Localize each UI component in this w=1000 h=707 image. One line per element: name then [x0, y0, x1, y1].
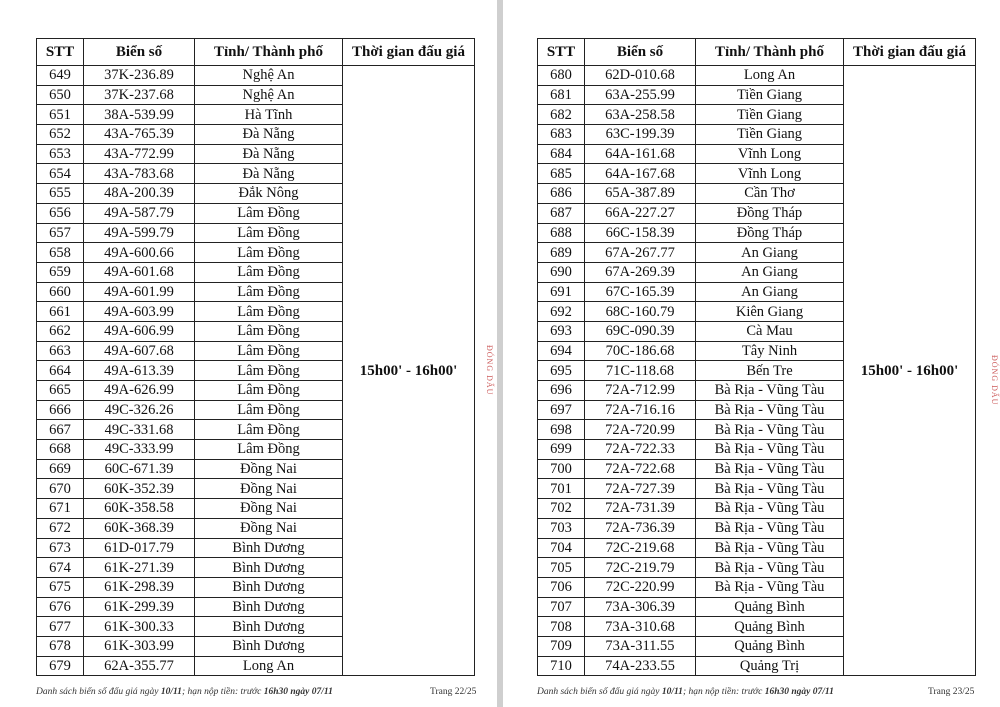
- cell-stt: 666: [37, 400, 84, 420]
- cell-province: Lâm Đồng: [195, 243, 343, 263]
- cell-plate: 73A-311.55: [585, 636, 696, 656]
- footer-date: 10/11: [160, 687, 182, 697]
- cell-province: Bà Rịa - Vũng Tàu: [696, 538, 844, 558]
- cell-province: Bà Rịa - Vũng Tàu: [696, 459, 844, 479]
- header-province: Tỉnh/ Thành phố: [195, 39, 343, 66]
- cell-stt: 687: [538, 203, 585, 223]
- cell-province: Đồng Nai: [195, 479, 343, 499]
- cell-province: Lâm Đồng: [195, 440, 343, 460]
- cell-province: Đà Nẵng: [195, 164, 343, 184]
- cell-plate: 60C-671.39: [84, 459, 195, 479]
- cell-stt: 709: [538, 636, 585, 656]
- cell-province: Quảng Bình: [696, 617, 844, 637]
- cell-stt: 678: [37, 636, 84, 656]
- cell-stt: 705: [538, 558, 585, 578]
- cell-province: Lâm Đồng: [195, 321, 343, 341]
- cell-province: Kiên Giang: [696, 302, 844, 322]
- cell-stt: 707: [538, 597, 585, 617]
- cell-plate: 64A-167.68: [585, 164, 696, 184]
- cell-stt: 661: [37, 302, 84, 322]
- cell-province: Lâm Đồng: [195, 420, 343, 440]
- cell-plate: 69C-090.39: [585, 321, 696, 341]
- cell-province: An Giang: [696, 262, 844, 282]
- cell-plate: 37K-236.89: [84, 66, 195, 86]
- cell-stt: 706: [538, 577, 585, 597]
- header-stt: STT: [538, 39, 585, 66]
- cell-stt: 680: [538, 66, 585, 86]
- cell-province: Lâm Đồng: [195, 203, 343, 223]
- cell-stt: 662: [37, 321, 84, 341]
- cell-auction-time: 15h00' - 16h00': [343, 66, 475, 676]
- cell-stt: 676: [37, 597, 84, 617]
- cell-stt: 658: [37, 243, 84, 263]
- cell-province: Bình Dương: [195, 558, 343, 578]
- cell-stt: 654: [37, 164, 84, 184]
- cell-province: Vĩnh Long: [696, 164, 844, 184]
- cell-plate: 43A-783.68: [84, 164, 195, 184]
- table-header-row: [37, 39, 475, 66]
- cell-stt: 695: [538, 361, 585, 381]
- cell-stt: 686: [538, 184, 585, 204]
- footer-prefix: Danh sách biển số đấu giá ngày: [36, 687, 159, 697]
- cell-plate: 73A-306.39: [585, 597, 696, 617]
- footer-deadline: 16h30 ngày 07/11: [764, 687, 834, 697]
- cell-plate: 37K-237.68: [84, 85, 195, 105]
- cell-province: Bà Rịa - Vũng Tàu: [696, 479, 844, 499]
- cell-province: Tây Ninh: [696, 341, 844, 361]
- cell-stt: 671: [37, 499, 84, 519]
- cell-stt: 660: [37, 282, 84, 302]
- cell-province: Đồng Nai: [195, 518, 343, 538]
- cell-province: Quảng Bình: [696, 597, 844, 617]
- footer-mid: ; hạn nộp tiền: trước: [682, 687, 763, 697]
- cell-stt: 670: [37, 479, 84, 499]
- cell-plate: 72C-220.99: [585, 577, 696, 597]
- cell-province: Bà Rịa - Vũng Tàu: [696, 420, 844, 440]
- cell-province: Lâm Đồng: [195, 381, 343, 401]
- cell-plate: 61K-300.33: [84, 617, 195, 637]
- cell-province: Cà Mau: [696, 321, 844, 341]
- cell-province: Nghệ An: [195, 66, 343, 86]
- cell-plate: 71C-118.68: [585, 361, 696, 381]
- cell-stt: 699: [538, 440, 585, 460]
- cell-plate: 63C-199.39: [585, 125, 696, 145]
- cell-stt: 674: [37, 558, 84, 578]
- cell-plate: 72A-722.68: [585, 459, 696, 479]
- cell-province: Lâm Đồng: [195, 282, 343, 302]
- cell-province: Đồng Tháp: [696, 223, 844, 243]
- cell-stt: 710: [538, 656, 585, 676]
- cell-stt: 669: [37, 459, 84, 479]
- cell-stt: 700: [538, 459, 585, 479]
- cell-stt: 685: [538, 164, 585, 184]
- cell-plate: 61D-017.79: [84, 538, 195, 558]
- cell-stt: 649: [37, 66, 84, 86]
- cell-stt: 702: [538, 499, 585, 519]
- footer-prefix: Danh sách biển số đấu giá ngày: [537, 687, 660, 697]
- cell-province: Tiền Giang: [696, 85, 844, 105]
- cell-stt: 665: [37, 381, 84, 401]
- cell-plate: 49C-333.99: [84, 440, 195, 460]
- cell-stt: 703: [538, 518, 585, 538]
- cell-province: Lâm Đồng: [195, 262, 343, 282]
- cell-plate: 63A-255.99: [585, 85, 696, 105]
- cell-province: Tiền Giang: [696, 105, 844, 125]
- cell-plate: 43A-765.39: [84, 125, 195, 145]
- table-row: [538, 66, 976, 86]
- cell-stt: 688: [538, 223, 585, 243]
- cell-plate: 62A-355.77: [84, 656, 195, 676]
- cell-stt: 663: [37, 341, 84, 361]
- cell-province: Bà Rịa - Vũng Tàu: [696, 518, 844, 538]
- table-header-row: [538, 39, 976, 66]
- cell-plate: 72A-720.99: [585, 420, 696, 440]
- cell-province: Quảng Bình: [696, 636, 844, 656]
- footer-mid: ; hạn nộp tiền: trước: [181, 687, 262, 697]
- cell-plate: 49A-613.39: [84, 361, 195, 381]
- cell-stt: 655: [37, 184, 84, 204]
- document-page-left: [0, 0, 497, 707]
- cell-province: Bà Rịa - Vũng Tàu: [696, 577, 844, 597]
- table-row: [37, 66, 475, 86]
- cell-stt: 664: [37, 361, 84, 381]
- footer-deadline: 16h30 ngày 07/11: [263, 687, 333, 697]
- cell-plate: 74A-233.55: [585, 656, 696, 676]
- cell-plate: 49C-326.26: [84, 400, 195, 420]
- cell-plate: 72A-731.39: [585, 499, 696, 519]
- cell-plate: 61K-299.39: [84, 597, 195, 617]
- cell-province: Lâm Đồng: [195, 361, 343, 381]
- footer-date: 10/11: [661, 687, 683, 697]
- cell-plate: 49A-626.99: [84, 381, 195, 401]
- cell-province: Cần Thơ: [696, 184, 844, 204]
- cell-province: Đà Nẵng: [195, 125, 343, 145]
- page-footer: [537, 687, 834, 697]
- cell-province: Đắk Nông: [195, 184, 343, 204]
- cell-plate: 61K-303.99: [84, 636, 195, 656]
- cell-plate: 68C-160.79: [585, 302, 696, 322]
- cell-province: Quảng Trị: [696, 656, 844, 676]
- cell-province: Bình Dương: [195, 636, 343, 656]
- cell-stt: 668: [37, 440, 84, 460]
- cell-plate: 63A-258.58: [585, 105, 696, 125]
- cell-stt: 673: [37, 538, 84, 558]
- cell-province: Bà Rịa - Vũng Tàu: [696, 558, 844, 578]
- cell-plate: 65A-387.89: [585, 184, 696, 204]
- cell-stt: 675: [37, 577, 84, 597]
- cell-plate: 72C-219.68: [585, 538, 696, 558]
- cell-stt: 681: [538, 85, 585, 105]
- document-page-right: [503, 0, 1000, 707]
- header-time: Thời gian đấu giá: [844, 39, 976, 66]
- cell-plate: 60K-352.39: [84, 479, 195, 499]
- cell-province: Bình Dương: [195, 617, 343, 637]
- cell-plate: 72A-712.99: [585, 381, 696, 401]
- header-plate: Biển số: [585, 39, 696, 66]
- cell-plate: 62D-010.68: [585, 66, 696, 86]
- cell-plate: 72A-716.16: [585, 400, 696, 420]
- cell-plate: 49A-606.99: [84, 321, 195, 341]
- cell-plate: 49A-603.99: [84, 302, 195, 322]
- cell-plate: 66C-158.39: [585, 223, 696, 243]
- red-stamp-mark: ĐÓNG DẤU: [485, 345, 494, 396]
- cell-stt: 691: [538, 282, 585, 302]
- cell-plate: 49A-587.79: [84, 203, 195, 223]
- header-province: Tỉnh/ Thành phố: [696, 39, 844, 66]
- cell-plate: 67A-267.77: [585, 243, 696, 263]
- cell-plate: 70C-186.68: [585, 341, 696, 361]
- cell-plate: 72C-219.79: [585, 558, 696, 578]
- header-time: Thời gian đấu giá: [343, 39, 475, 66]
- cell-province: Lâm Đồng: [195, 302, 343, 322]
- cell-province: Đồng Nai: [195, 459, 343, 479]
- cell-province: Đà Nẵng: [195, 144, 343, 164]
- cell-plate: 43A-772.99: [84, 144, 195, 164]
- cell-stt: 657: [37, 223, 84, 243]
- cell-stt: 692: [538, 302, 585, 322]
- page-number: Trang 22/25: [430, 687, 477, 697]
- cell-province: An Giang: [696, 282, 844, 302]
- cell-province: Lâm Đồng: [195, 223, 343, 243]
- header-stt: STT: [37, 39, 84, 66]
- cell-plate: 72A-727.39: [585, 479, 696, 499]
- page-number: Trang 23/25: [928, 687, 975, 697]
- cell-stt: 659: [37, 262, 84, 282]
- cell-province: Bà Rịa - Vũng Tàu: [696, 440, 844, 460]
- plate-table-left: [36, 38, 475, 676]
- cell-plate: 49A-601.68: [84, 262, 195, 282]
- cell-plate: 61K-271.39: [84, 558, 195, 578]
- cell-stt: 690: [538, 262, 585, 282]
- cell-province: Đồng Tháp: [696, 203, 844, 223]
- cell-stt: 694: [538, 341, 585, 361]
- cell-province: An Giang: [696, 243, 844, 263]
- table-body-right: [538, 66, 976, 676]
- cell-stt: 667: [37, 420, 84, 440]
- page-footer: [36, 687, 333, 697]
- cell-plate: 67A-269.39: [585, 262, 696, 282]
- cell-stt: 650: [37, 85, 84, 105]
- cell-province: Bà Rịa - Vũng Tàu: [696, 400, 844, 420]
- cell-province: Bà Rịa - Vũng Tàu: [696, 381, 844, 401]
- cell-auction-time: 15h00' - 16h00': [844, 66, 976, 676]
- cell-stt: 701: [538, 479, 585, 499]
- cell-province: Nghệ An: [195, 85, 343, 105]
- cell-plate: 66A-227.27: [585, 203, 696, 223]
- cell-province: Bình Dương: [195, 597, 343, 617]
- cell-province: Long An: [195, 656, 343, 676]
- cell-plate: 49A-600.66: [84, 243, 195, 263]
- cell-province: Tiền Giang: [696, 125, 844, 145]
- cell-plate: 48A-200.39: [84, 184, 195, 204]
- table-body-left: [37, 66, 475, 676]
- cell-plate: 60K-368.39: [84, 518, 195, 538]
- cell-stt: 651: [37, 105, 84, 125]
- cell-plate: 38A-539.99: [84, 105, 195, 125]
- cell-province: Lâm Đồng: [195, 341, 343, 361]
- cell-province: Hà Tĩnh: [195, 105, 343, 125]
- cell-stt: 652: [37, 125, 84, 145]
- cell-stt: 698: [538, 420, 585, 440]
- cell-stt: 684: [538, 144, 585, 164]
- cell-plate: 64A-161.68: [585, 144, 696, 164]
- cell-stt: 704: [538, 538, 585, 558]
- cell-province: Bà Rịa - Vũng Tàu: [696, 499, 844, 519]
- cell-plate: 60K-358.58: [84, 499, 195, 519]
- cell-stt: 689: [538, 243, 585, 263]
- cell-stt: 679: [37, 656, 84, 676]
- cell-plate: 72A-736.39: [585, 518, 696, 538]
- cell-plate: 49A-599.79: [84, 223, 195, 243]
- cell-stt: 656: [37, 203, 84, 223]
- cell-stt: 672: [37, 518, 84, 538]
- cell-stt: 693: [538, 321, 585, 341]
- cell-province: Đồng Nai: [195, 499, 343, 519]
- cell-stt: 683: [538, 125, 585, 145]
- cell-stt: 696: [538, 381, 585, 401]
- plate-table-right: [537, 38, 976, 676]
- header-plate: Biển số: [84, 39, 195, 66]
- cell-province: Vĩnh Long: [696, 144, 844, 164]
- cell-province: Long An: [696, 66, 844, 86]
- cell-stt: 708: [538, 617, 585, 637]
- cell-plate: 67C-165.39: [585, 282, 696, 302]
- cell-plate: 61K-298.39: [84, 577, 195, 597]
- cell-plate: 49A-601.99: [84, 282, 195, 302]
- cell-plate: 49C-331.68: [84, 420, 195, 440]
- cell-province: Lâm Đồng: [195, 400, 343, 420]
- cell-province: Bến Tre: [696, 361, 844, 381]
- cell-stt: 653: [37, 144, 84, 164]
- cell-province: Bình Dương: [195, 538, 343, 558]
- cell-plate: 72A-722.33: [585, 440, 696, 460]
- cell-province: Bình Dương: [195, 577, 343, 597]
- red-stamp-mark: ĐÓNG DẤU: [990, 355, 999, 406]
- cell-stt: 697: [538, 400, 585, 420]
- cell-stt: 682: [538, 105, 585, 125]
- cell-plate: 73A-310.68: [585, 617, 696, 637]
- cell-plate: 49A-607.68: [84, 341, 195, 361]
- cell-stt: 677: [37, 617, 84, 637]
